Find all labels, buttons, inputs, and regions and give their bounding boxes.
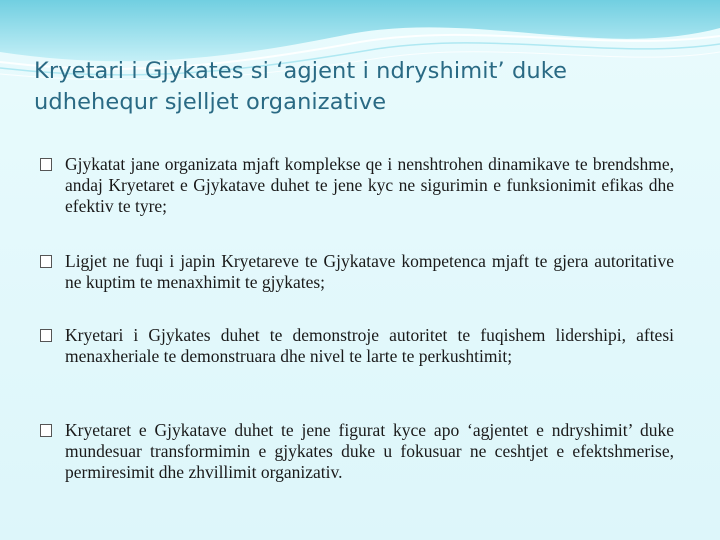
slide-title: Kryetari i Gjykates si ‘agjent i ndryshimit’ duke udhehequr sjelljet organizative	[34, 58, 568, 115]
bullet-item	[40, 251, 674, 293]
square-bullet-icon	[40, 329, 52, 342]
bullet-text: Kryetaret e Gjykatave duhet te jene figurat kyce apo ‘agjentet e ndryshimit’ duke mundesuar transformimin e gjykates duke u fokusuar ne ceshtjet e efektshmerise, permiresimit dhe zhvillimit organizativ.	[65, 420, 674, 482]
bullet-item	[40, 420, 674, 483]
bullet-text: Kryetari i Gjykates duhet te demonstroje autoritet te fuqishem lidershipi, aftesi menaxheriale te demonstruara dhe nivel te larte te perkushtimit;	[65, 325, 674, 366]
square-bullet-icon	[40, 424, 52, 437]
square-bullet-icon	[40, 158, 52, 171]
bullet-item	[40, 325, 674, 367]
bullet-text: Ligjet ne fuqi i japin Kryetareve te Gjykatave kompetenca mjaft te gjera autoritative ne kuptim te menaxhimit te gjykates;	[65, 251, 674, 292]
bullet-item	[40, 154, 674, 217]
square-bullet-icon	[40, 255, 52, 268]
bullet-text: Gjykatat jane organizata mjaft komplekse qe i nenshtrohen dinamikave te brendshme, andaj Kryetaret e Gjykatave duhet te jene kyc ne sigurimin e funksionimit efikas dhe efektiv te tyre;	[65, 154, 674, 216]
